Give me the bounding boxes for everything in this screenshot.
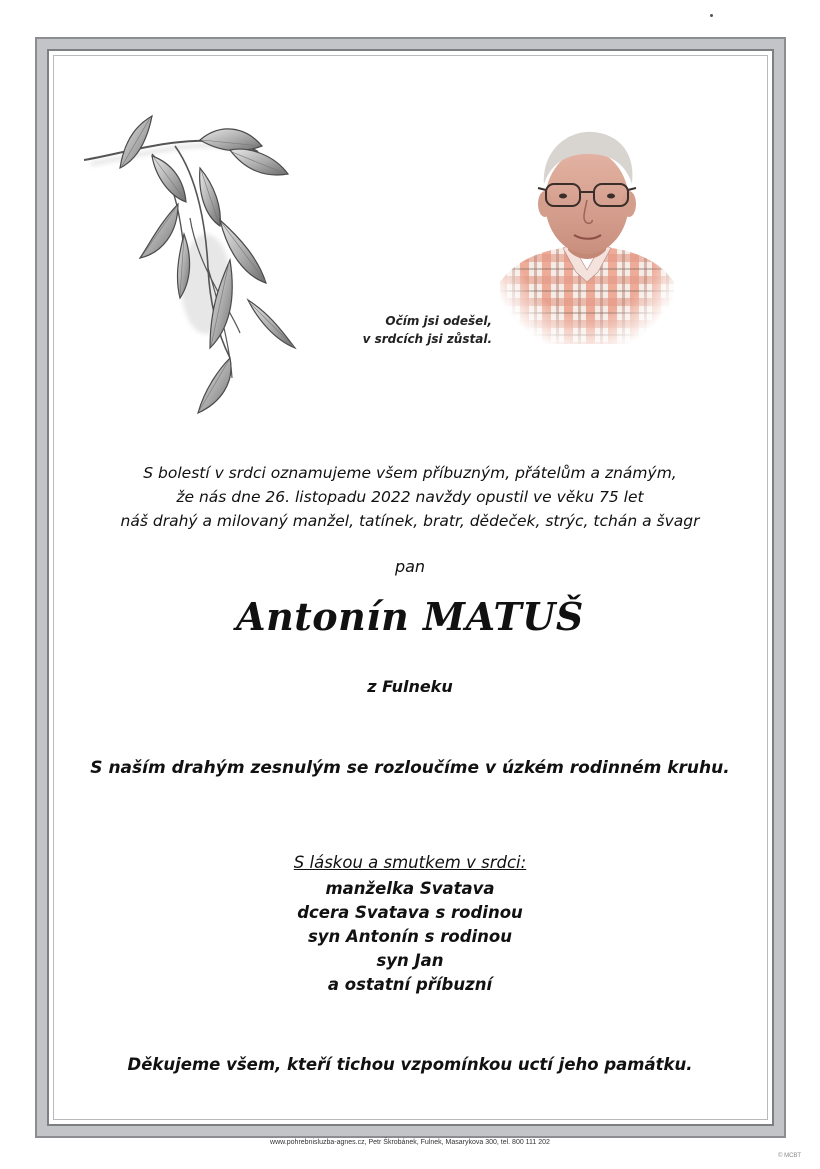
footer-imprint: www.pohrebnisluzba-agnes.cz, Petr Škrobánek, Fulnek, Masarykova 300, tel. 800 111 202 [270, 1139, 550, 1146]
memorial-quote [330, 312, 492, 348]
quote-line: v srdcích jsi zůstal. [362, 332, 492, 346]
mourner-item: dcera Svatava s rodinou [297, 903, 523, 922]
mourner-item: a ostatní příbuzní [327, 975, 493, 994]
deceased-name: Antonín MATUŠ [236, 594, 584, 639]
salutation: pan [394, 557, 426, 576]
portrait-photo [498, 122, 676, 344]
announcement-line: S bolestí v srdci oznamujeme všem příbuzným, přátelům a známým, [143, 464, 677, 482]
quote-line: Očím jsi odešel, [385, 314, 492, 328]
deceased-origin: z Fulneku [367, 677, 453, 696]
mourner-item: manželka Svatava [325, 879, 495, 898]
scan-dot [710, 14, 713, 17]
mourner-item: syn Antonín s rodinou [307, 927, 513, 946]
leaf [140, 204, 178, 258]
birch-branch-icon [80, 108, 310, 418]
announcement-text [60, 461, 760, 533]
mourners-list [60, 851, 760, 997]
mourner-item: syn Jan [376, 951, 444, 970]
leaf [152, 156, 186, 202]
leaf [200, 129, 262, 151]
announcement-line: že nás dne 26. listopadu 2022 navždy opustil ve věku 75 let [176, 488, 644, 506]
corner-mark: © MCBT [778, 1153, 802, 1159]
announcement-line: náš drahý a milovaný manžel, tatínek, bratr, dědeček, strýc, tchán a švagr [120, 512, 700, 530]
thanks-note: Děkujeme všem, kteří tichou vzpomínkou uctí jeho památku. [127, 1055, 693, 1074]
mourners-heading: S láskou a smutkem v srdci: [293, 853, 527, 872]
farewell-notice: S naším drahým zesnulým se rozloučíme v úzkém rodinném kruhu. [90, 758, 730, 778]
